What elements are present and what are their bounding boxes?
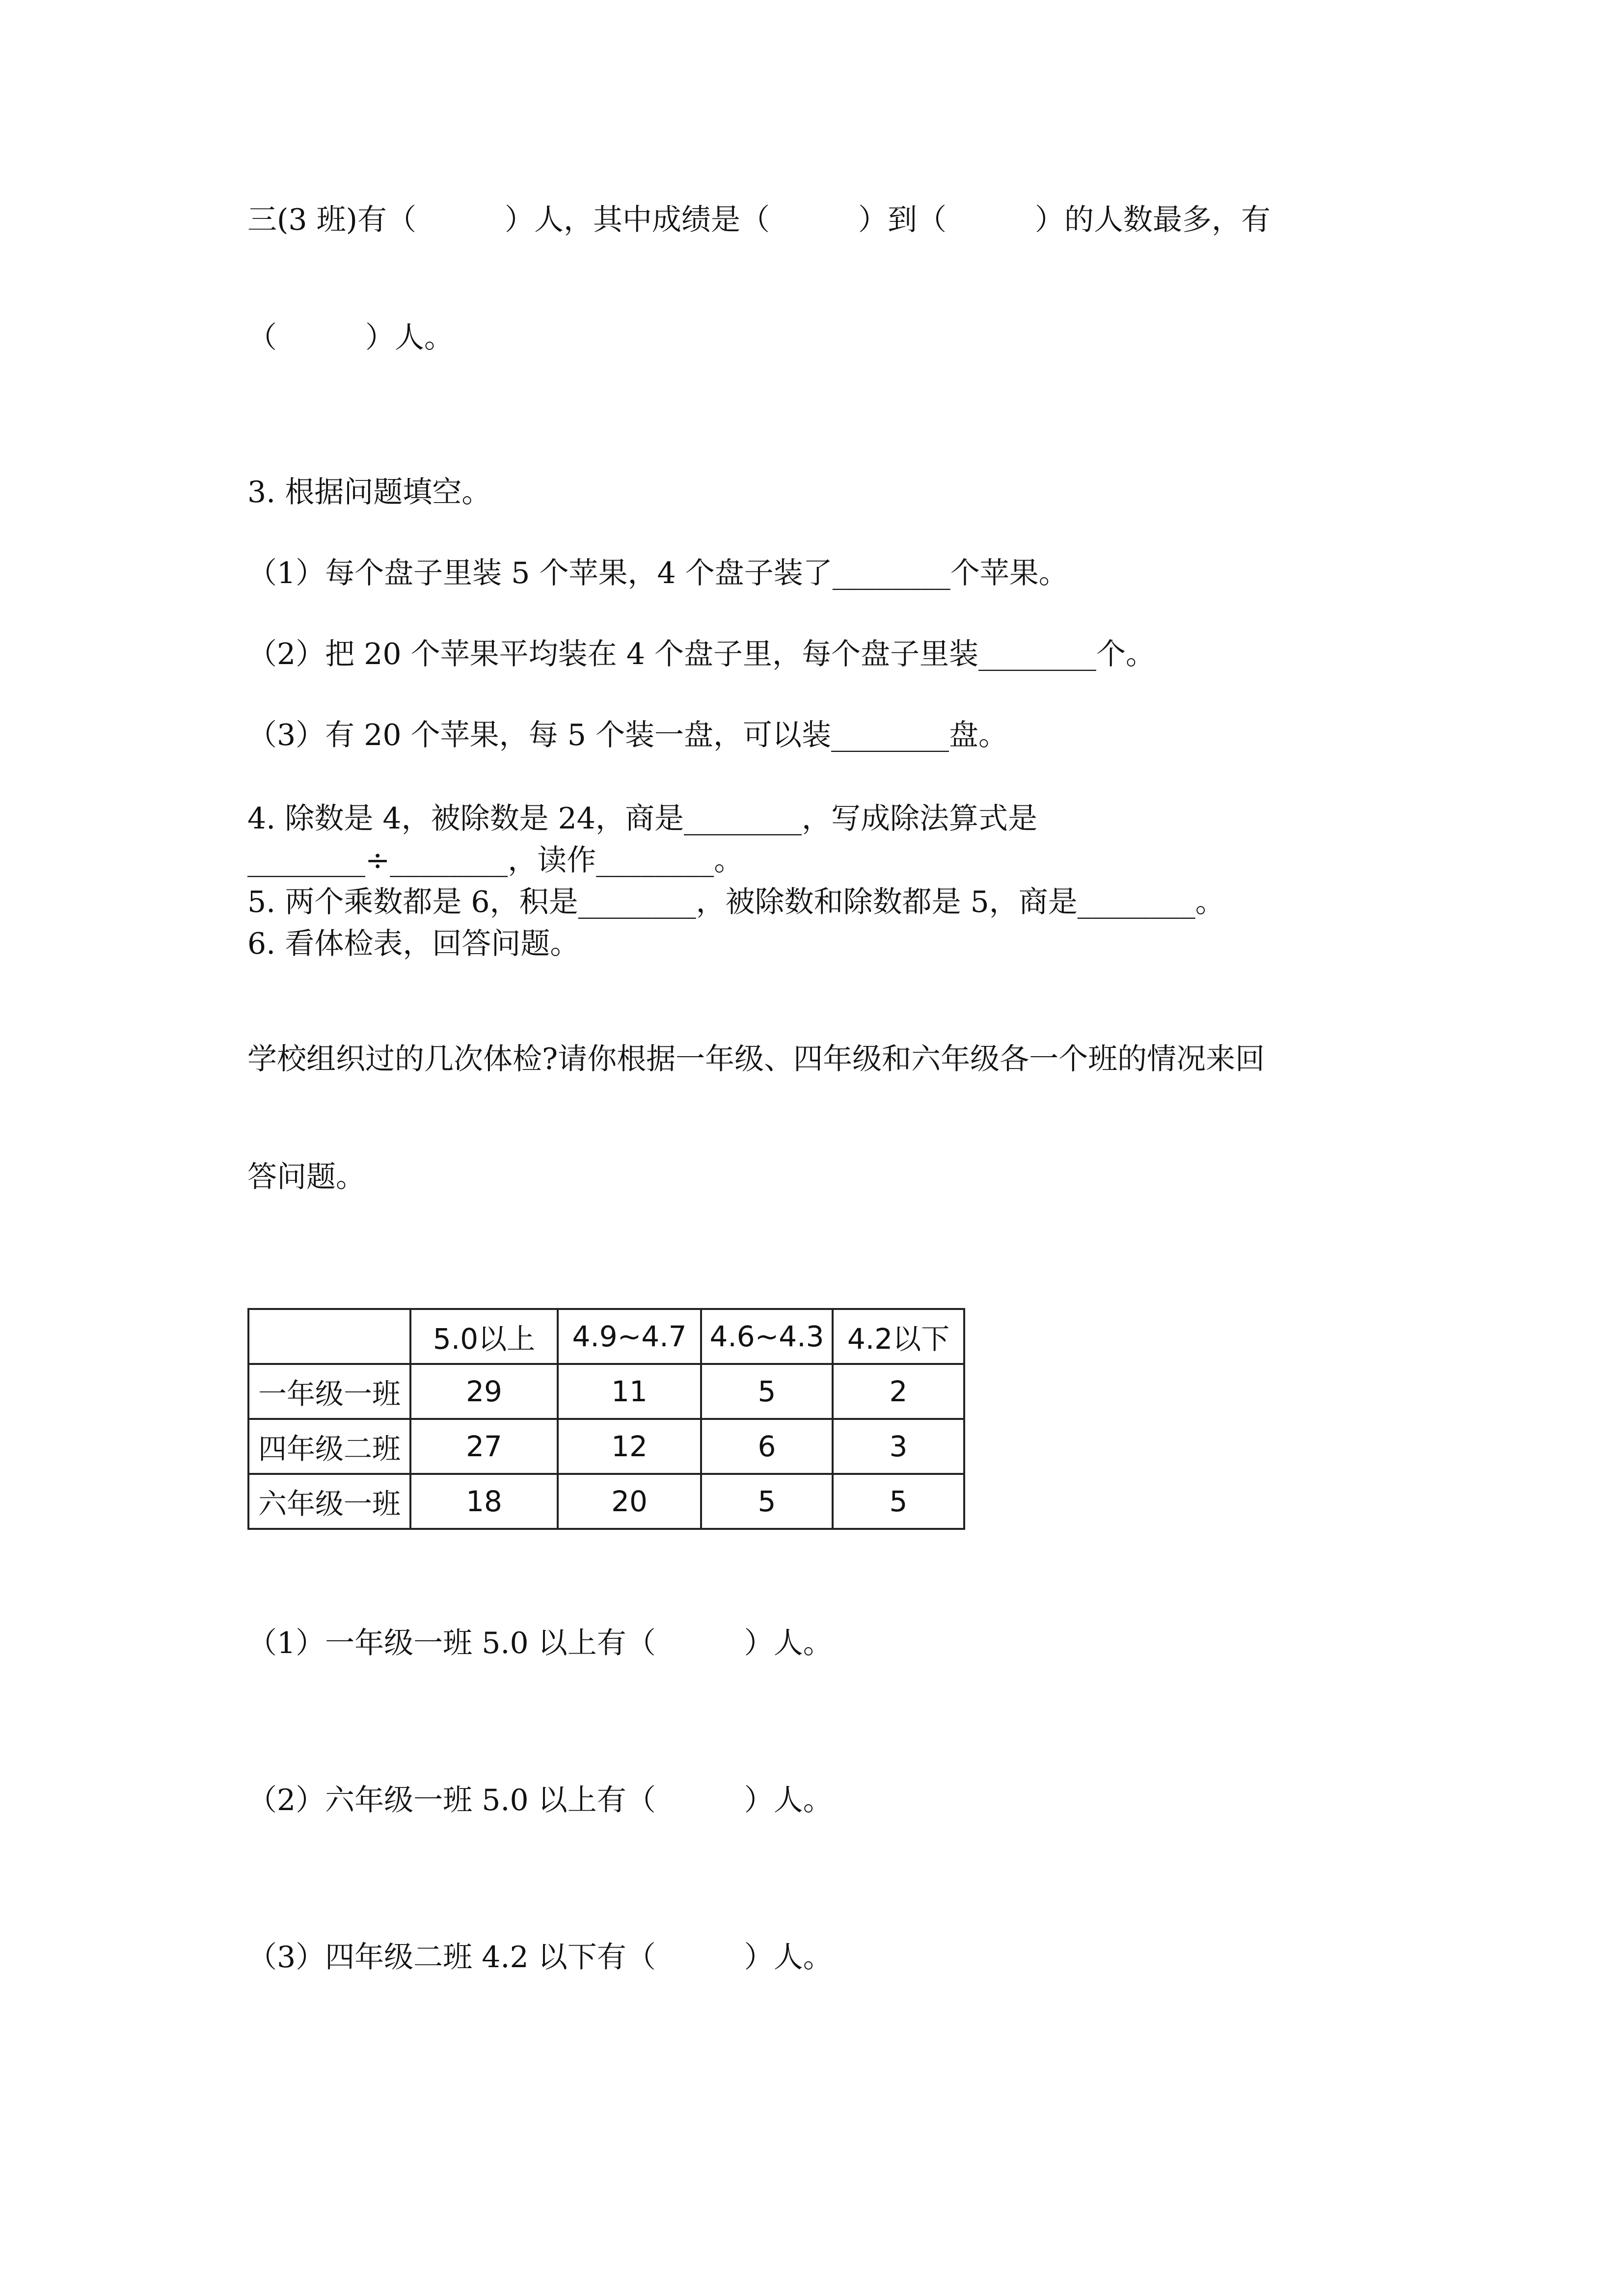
question-5: 5. 两个乘数都是 6，积是________，被除数和除数都是 5，商是________。	[247, 885, 1225, 919]
question-3-item-2: （2）把 20 个苹果平均装在 4 个盘子里，每个盘子里装________个。	[247, 637, 1155, 671]
table-header-cell: 4.9~4.7	[558, 1309, 701, 1364]
question-3-item-1: （1）每个盘子里装 5 个苹果，4 个盘子装了________个苹果。	[247, 556, 1068, 590]
table-header-cell: 5.0以上	[410, 1309, 558, 1364]
question-3-title: 3. 根据问题填空。	[247, 475, 491, 509]
table-cell: 6	[701, 1419, 833, 1474]
table-cell: 2	[833, 1364, 964, 1419]
text-line-class3-count: 三(3 班)有（ ）人，其中成绩是（ ）到（ ）的人数最多，有	[247, 203, 1271, 237]
table-cell: 12	[558, 1419, 701, 1474]
table-row-label: 六年级一班	[248, 1474, 410, 1529]
table-cell: 5	[833, 1474, 964, 1529]
text-line-class3-people: （ ）人。	[247, 320, 454, 355]
question-4-line-1: 4. 除数是 4，被除数是 24，商是________，写成除法算式是	[247, 801, 1037, 836]
table-row	[248, 1419, 964, 1474]
table-row-label: 一年级一班	[248, 1364, 410, 1419]
table-header-cell	[248, 1309, 410, 1364]
table-header-cell: 4.6~4.3	[701, 1309, 833, 1364]
table-row	[248, 1474, 964, 1529]
question-6-title: 6. 看体检表，回答问题。	[247, 927, 580, 961]
table-cell: 3	[833, 1419, 964, 1474]
table-cell: 20	[558, 1474, 701, 1529]
table-header-row	[248, 1309, 964, 1364]
table-cell: 5	[701, 1364, 833, 1419]
vision-test-table	[247, 1308, 965, 1530]
table-cell: 11	[558, 1364, 701, 1419]
question-6-intro-line-1: 学校组织过的几次体检?请你根据一年级、四年级和六年级各一个班的情况来回	[247, 1042, 1265, 1076]
table-cell: 27	[410, 1419, 558, 1474]
table-cell: 18	[410, 1474, 558, 1529]
question-6-item-2: （2）六年级一班 5.0 以上有（ ）人。	[247, 1783, 833, 1817]
table-cell: 29	[410, 1364, 558, 1419]
table-row-label: 四年级二班	[248, 1419, 410, 1474]
question-4-line-2: ________÷________，读作________。	[247, 843, 744, 878]
table-row	[248, 1364, 964, 1419]
question-6-item-3: （3）四年级二班 4.2 以下有（ ）人。	[247, 1940, 833, 1975]
table-cell: 5	[701, 1474, 833, 1529]
question-6-item-1: （1）一年级一班 5.0 以上有（ ）人。	[247, 1626, 833, 1660]
table-header-cell: 4.2以下	[833, 1309, 964, 1364]
question-6-intro-line-2: 答问题。	[247, 1160, 365, 1194]
question-3-item-3: （3）有 20 个苹果，每 5 个装一盘，可以装________盘。	[247, 718, 1008, 752]
